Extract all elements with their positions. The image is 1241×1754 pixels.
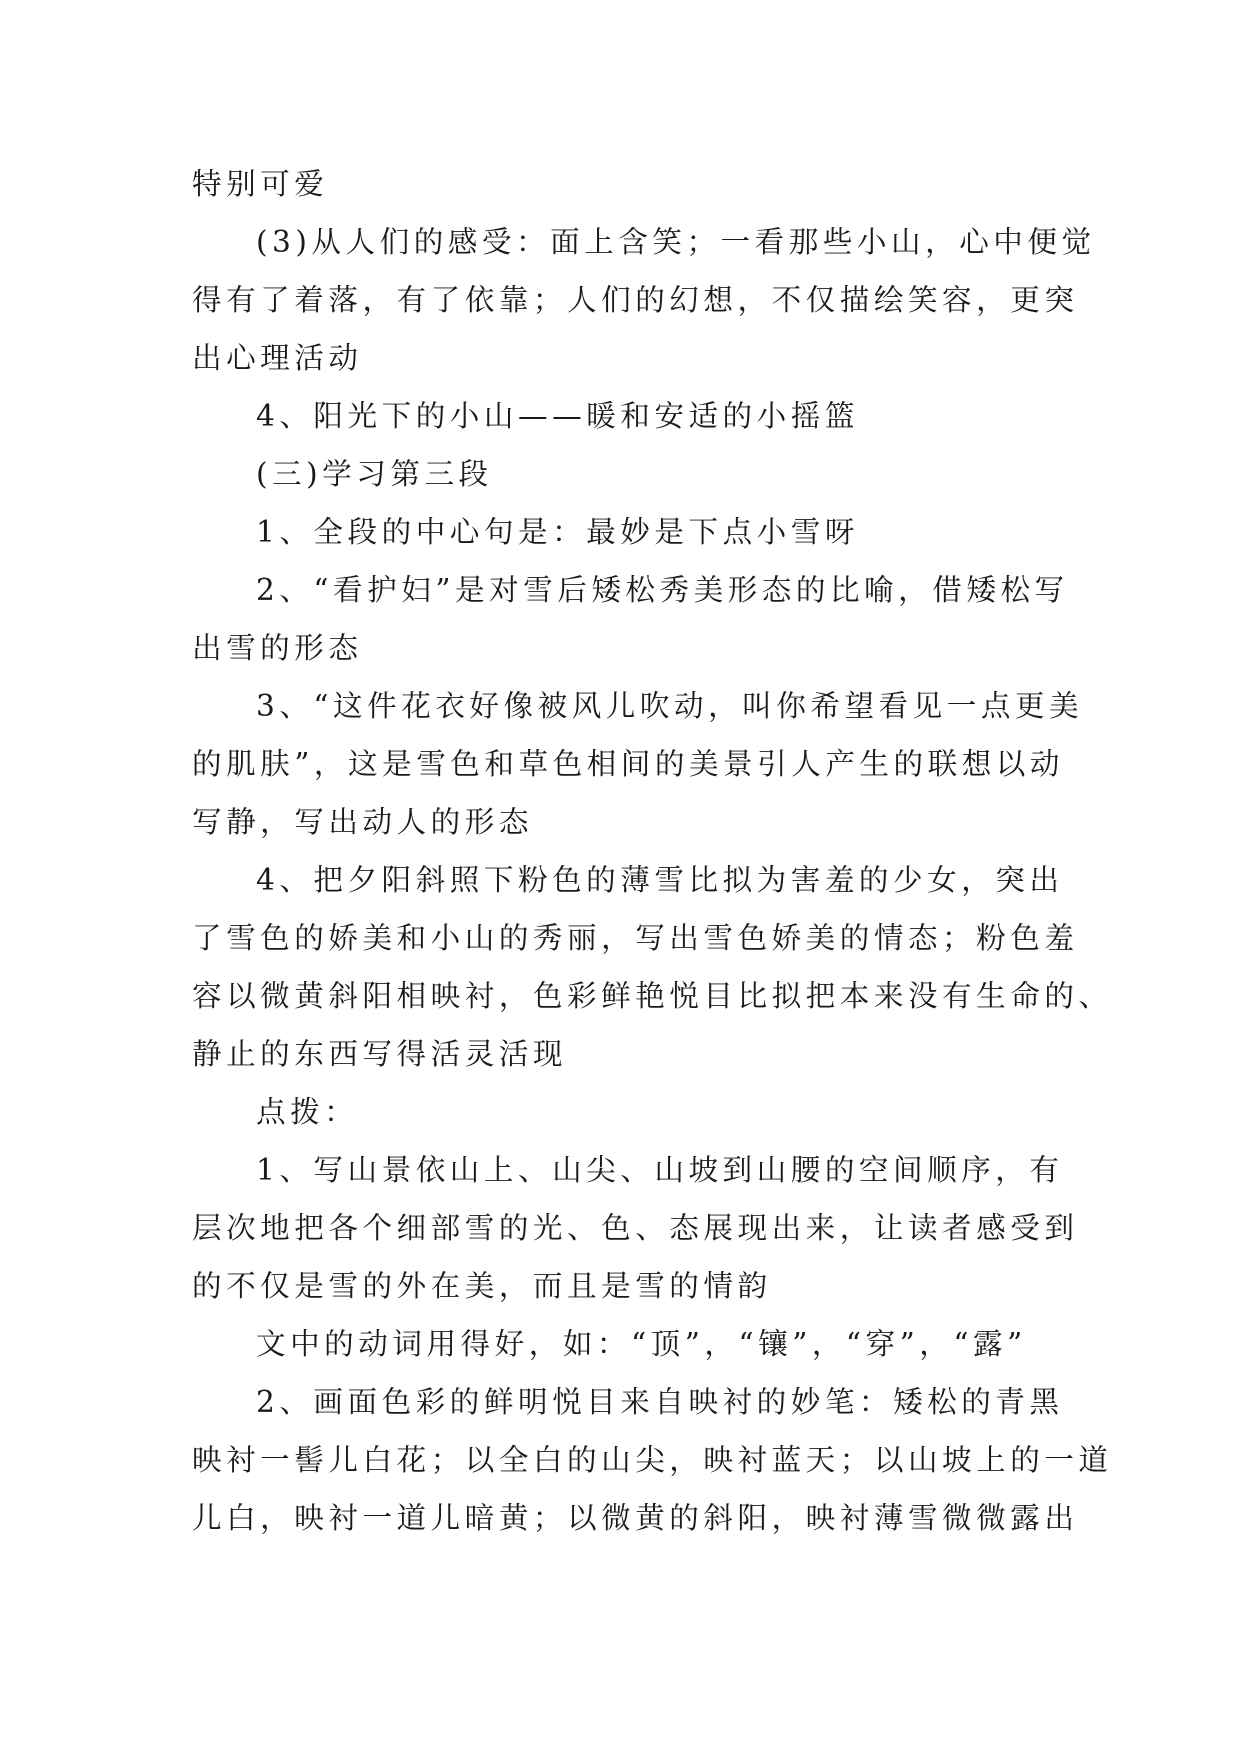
text-line: 1、全段的中心句是：最妙是下点小雪呀 [256,515,859,549]
text-line: 得有了着落，有了依靠；人们的幻想，不仅描绘笑容，更突 [192,283,1079,317]
text-line: 文中的动词用得好，如：“顶”，“镶”，“穿”，“露” [256,1327,1027,1361]
text-line: 3、“这件花衣好像被风儿吹动，叫你希望看见一点更美 [256,689,1084,723]
text-line: 点拨： [256,1095,359,1129]
document-body [192,155,1113,1547]
text-line: 4、阳光下的小山——暖和安适的小摇篮 [256,399,859,433]
text-line: 特别可爱 [192,167,329,201]
text-line: 写静，写出动人的形态 [192,805,533,839]
text-line: (3)从人们的感受：面上含笑；一看那些小山，心中便觉 [256,225,1096,259]
text-line: 出雪的形态 [192,631,363,665]
text-line: 容以微黄斜阳相映衬，色彩鲜艳悦目比拟把本来没有生命的、 [192,979,1113,1013]
text-line: (三)学习第三段 [256,457,493,491]
text-line: 了雪色的娇美和小山的秀丽，写出雪色娇美的情态；粉色羞 [192,921,1079,955]
text-line: 出心理活动 [192,341,363,375]
text-line: 的肌肤”，这是雪色和草色相间的美景引人产生的联想以动 [192,747,1064,781]
text-line: 静止的东西写得活灵活现 [192,1037,568,1071]
text-line: 1、写山景依山上、山尖、山坡到山腰的空间顺序，有 [256,1153,1064,1187]
text-line: 2、“看护妇”是对雪后矮松秀美形态的比喻，借矮松写 [256,573,1069,607]
text-line: 层次地把各个细部雪的光、色、态展现出来，让读者感受到 [192,1211,1079,1245]
text-line: 儿白，映衬一道儿暗黄；以微黄的斜阳，映衬薄雪微微露出 [192,1501,1079,1535]
text-line: 2、画面色彩的鲜明悦目来自映衬的妙笔：矮松的青黑 [256,1385,1064,1419]
text-line: 的不仅是雪的外在美，而且是雪的情韵 [192,1269,772,1303]
text-line: 映衬一髻儿白花；以全白的山尖，映衬蓝天；以山坡上的一道 [192,1443,1113,1477]
text-line: 4、把夕阳斜照下粉色的薄雪比拟为害羞的少女，突出 [256,863,1064,897]
